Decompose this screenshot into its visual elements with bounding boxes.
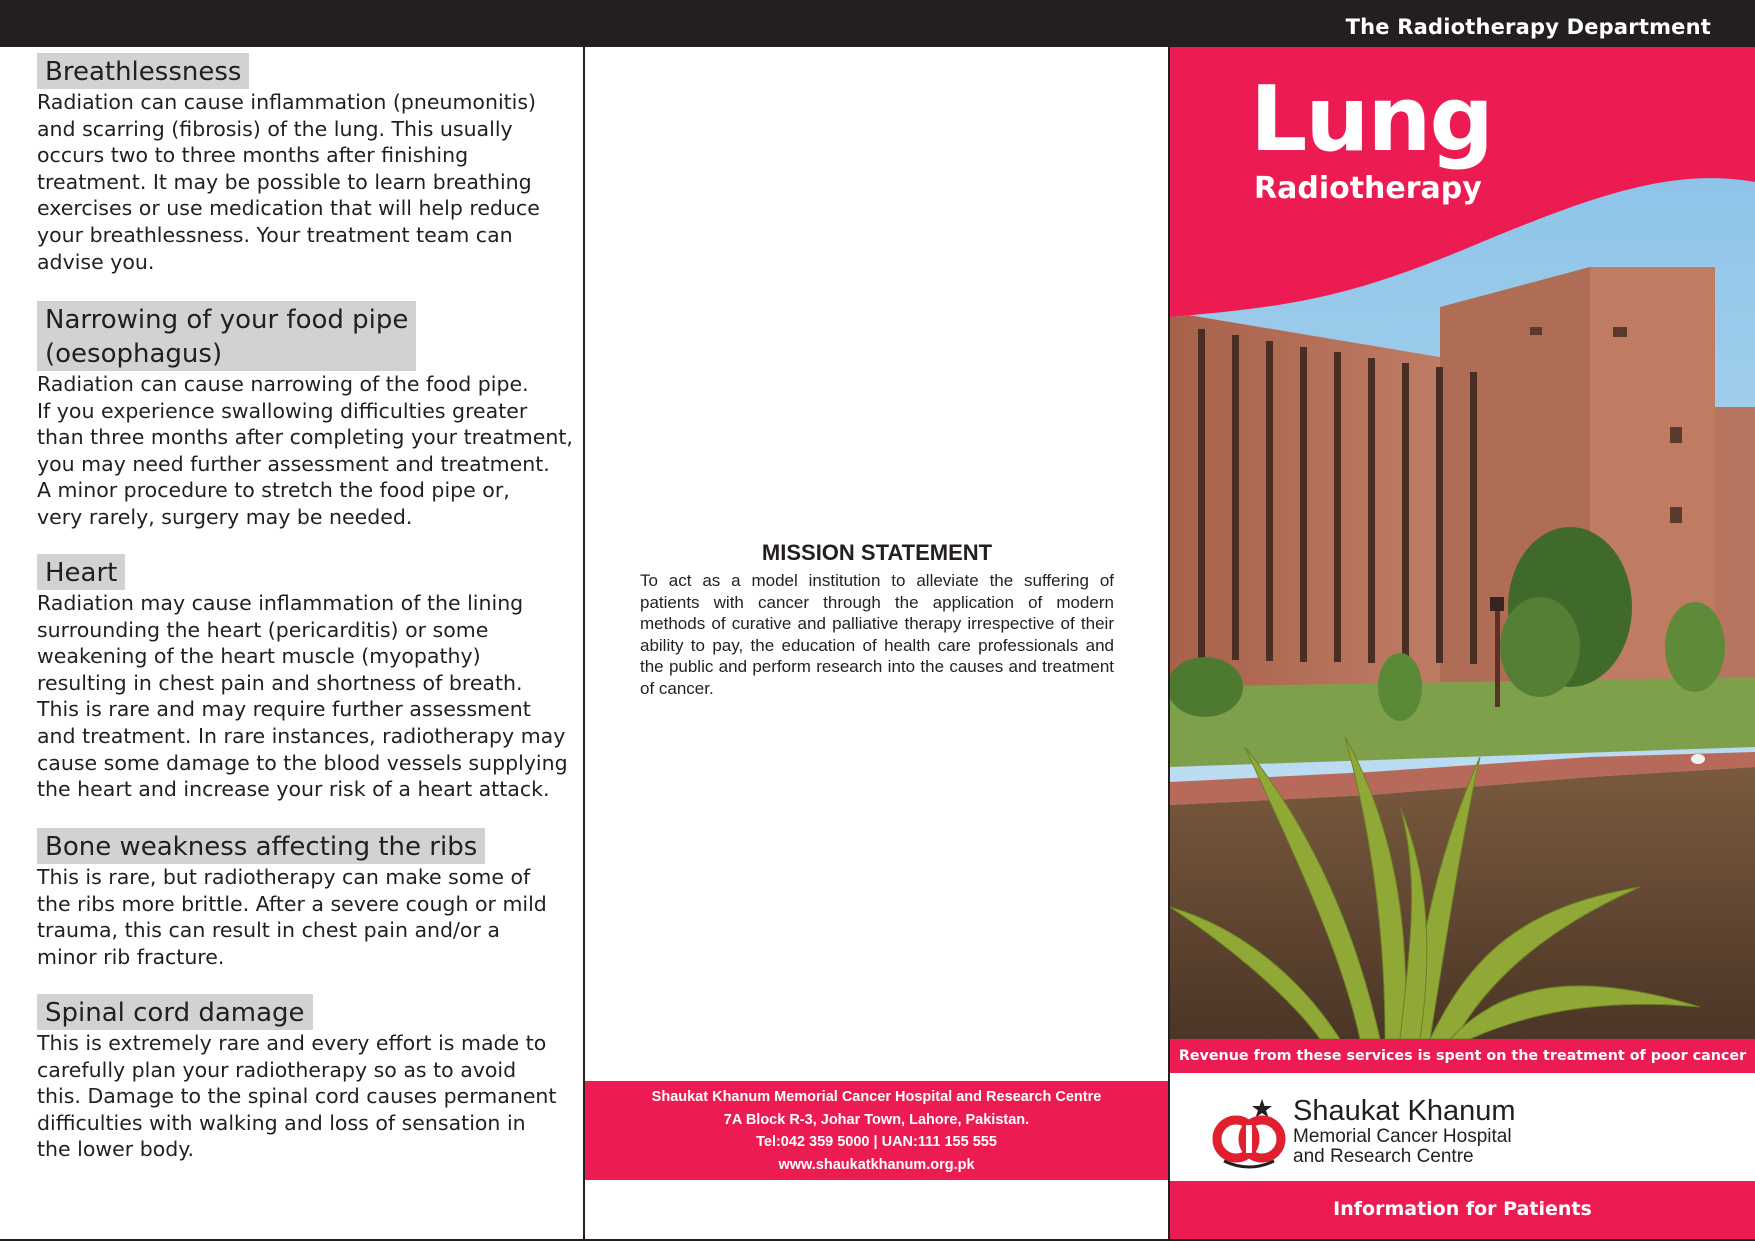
section-body: Radiation can cause inflammation (pneumonitis) and scarring (fibrosis) of the lung. This usually occurs two to three months after finishing treatment. It may be possible to learn breathing exercises or use medication that will help reduce your breathlessness. Your treatment team can advise you. — [37, 90, 540, 274]
hospital-logo — [1210, 1095, 1610, 1185]
section-ribs — [37, 828, 585, 970]
cover-hero — [1170, 47, 1755, 1039]
section-spinal-cord — [37, 994, 585, 1163]
logo-line: Memorial Cancer Hospital — [1293, 1126, 1512, 1147]
cover-panel — [1170, 47, 1755, 1239]
section-body: Radiation can cause narrowing of the food pipe. If you experience swallowing difficulties greater than three months after completing your treatment, you may need further assessment and treatment. A minor procedure to stretch the food pipe or, very rarely, surgery may be needed. — [37, 372, 573, 529]
logo-line: and Research Centre — [1293, 1146, 1474, 1167]
section-heading: Spinal cord damage — [37, 994, 313, 1030]
section-heart — [37, 554, 585, 803]
logo-text — [1293, 1095, 1515, 1167]
information-banner: Information for Patients — [1170, 1181, 1755, 1239]
mission-text: To act as a model institution to alleviate the suffering of patients with cancer through the application of modern methods of curative and palliative therapy irrespective of their ability to pay, the education of health care professionals and the public and perform research into the causes and treatment of cancer. — [640, 571, 1114, 698]
logo-line: Shaukat Khanum — [1293, 1095, 1516, 1127]
section-heading: Heart — [37, 554, 125, 590]
section-heading: Bone weakness affecting the ribs — [37, 828, 485, 864]
section-heading: Breathlessness — [37, 53, 249, 89]
section-body: Radiation may cause inflammation of the lining surrounding the heart (pericarditis) or some weakening of the heart muscle (myopathy) resulting in chest pain and shortness of breath. This is rare and may require further assessment and treatment. In rare instances, radiotherapy may cause some damage to the blood vessels supplying the heart and increase your risk of a heart attack. — [37, 591, 568, 802]
address-line: Shaukat Khanum Memorial Cancer Hospital and Research Centre — [651, 1089, 1102, 1105]
left-panel — [0, 47, 584, 1241]
section-body: This is extremely rare and every effort is made to carefully plan your radiotherapy so as to avoid this. Damage to the spinal cord causes permanent difficulties with walking and loss of sensation in the lower body. — [37, 1031, 557, 1162]
section-body: This is rare, but radiotherapy can make some of the ribs more brittle. After a severe cough or mild trauma, this can result in chest pain and/or a minor rib fracture. — [37, 865, 547, 969]
skmch-logo-icon — [1210, 1095, 1290, 1175]
fold-line-left — [583, 47, 585, 1241]
cover-subtitle: Radiotherapy — [1254, 171, 1482, 206]
department-title: The Radiotherapy Department — [1345, 15, 1711, 39]
mission-statement — [640, 540, 1114, 699]
phone-line: Tel:042 359 5000 | UAN:111 155 555 — [756, 1134, 997, 1150]
mission-title: MISSION STATEMENT — [761, 540, 993, 565]
section-food-pipe — [37, 301, 585, 531]
section-breathlessness — [37, 53, 585, 275]
section-heading: Narrowing of your food pipe (oesophagus) — [37, 301, 416, 371]
website-line: www.shaukatkhanum.org.pk — [778, 1156, 975, 1173]
cover-title: Lung — [1250, 67, 1492, 172]
top-bar — [0, 0, 1755, 47]
address-line: 7A Block R-3, Johar Town, Lahore, Pakistan. — [723, 1111, 1030, 1128]
address-box — [585, 1081, 1168, 1180]
revenue-note: Revenue from these services is spent on the treatment of poor cancer patients. — [1170, 1039, 1755, 1073]
